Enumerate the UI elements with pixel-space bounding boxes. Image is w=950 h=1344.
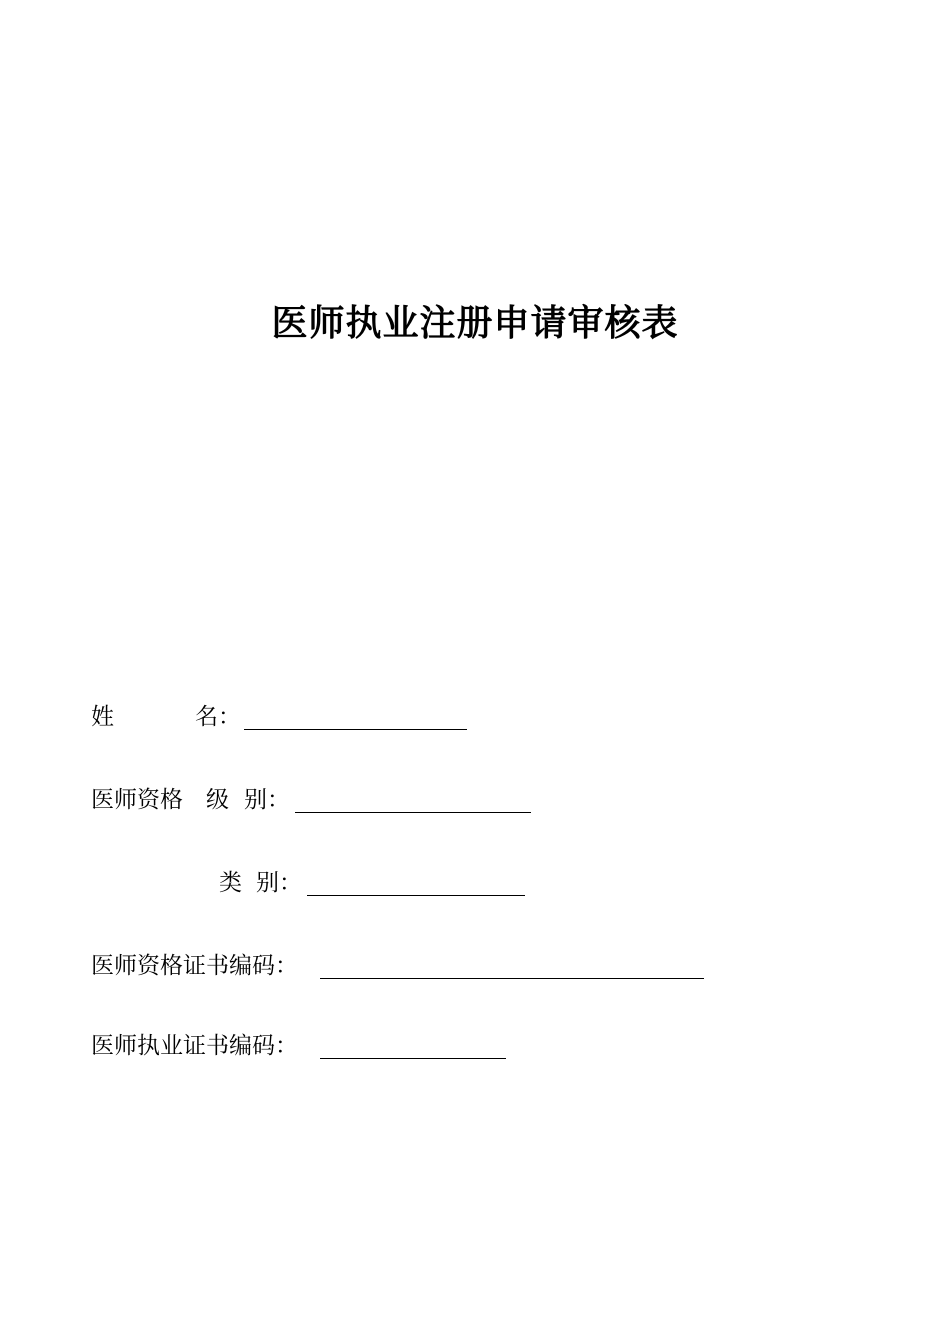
qualification-category-field bbox=[0, 866, 950, 900]
qualification-category-label-char1: 类 bbox=[219, 870, 242, 896]
qualification-level-field bbox=[0, 783, 950, 817]
qualification-level-label-prefix: 医师资格 bbox=[91, 787, 183, 813]
qualification-category-input-line[interactable] bbox=[307, 895, 525, 896]
qualification-level-label-char2: 别： bbox=[244, 787, 290, 813]
name-field bbox=[0, 700, 950, 734]
name-input-line[interactable] bbox=[244, 729, 467, 730]
qualification-cert-no-input-line[interactable] bbox=[320, 978, 704, 979]
qualification-level-input-line[interactable] bbox=[295, 812, 531, 813]
name-label-char1: 姓 bbox=[91, 704, 114, 730]
practice-cert-no-label: 医师执业证书编码： bbox=[91, 1033, 298, 1059]
qualification-category-label-char2: 别： bbox=[256, 870, 302, 896]
practice-cert-no-input-line[interactable] bbox=[320, 1058, 506, 1059]
practice-cert-no-field bbox=[0, 1029, 950, 1063]
qualification-level-label-char1: 级 bbox=[206, 787, 229, 813]
document-title: 医师执业注册申请审核表 bbox=[271, 303, 679, 344]
qualification-cert-no-label: 医师资格证书编码： bbox=[91, 953, 298, 979]
name-label-char2: 名： bbox=[195, 704, 241, 730]
qualification-cert-no-field bbox=[0, 949, 950, 983]
